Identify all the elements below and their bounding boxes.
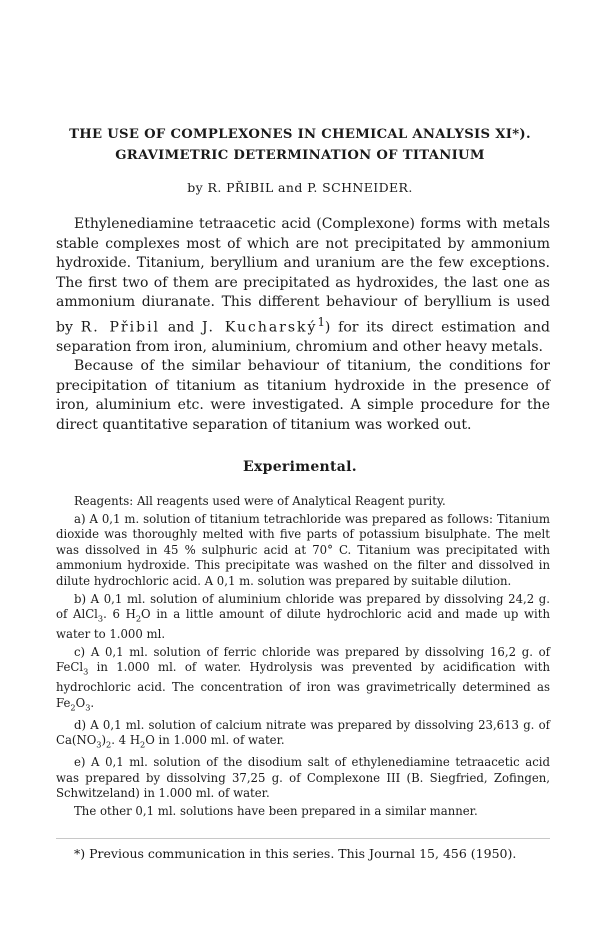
text: in 1.000 ml. of water. Hydrolysis was prevented by acidification with hydrochloric acid. The concentration of iron was gravimetrically determined as Fe	[56, 660, 550, 710]
subscript: 3	[97, 613, 104, 624]
reagents-paragraph: Reagents: All reagents used were of Analytical Reagent purity.	[74, 494, 446, 508]
section-heading-experimental: Experimental.	[243, 459, 357, 475]
author-line: by R. PŘIBIL and P. SCHNEIDER.	[187, 180, 413, 195]
author-ref-kucharsky: J. Kucharský	[202, 319, 318, 336]
text: d) A 0,1 ml. solution of calcium nitrate was prepared by dissolving 23,613 g. of Ca(NO	[56, 717, 550, 748]
subscript: 3	[83, 666, 89, 677]
subscript: 3	[96, 739, 102, 750]
author-ref-pribil: R. Přibil	[80, 319, 161, 336]
intro-paragraph-1	[56, 215, 550, 357]
footnote-divider	[56, 838, 550, 839]
text: )	[101, 733, 107, 748]
title-line-1: THE USE OF COMPLEXONES IN CHEMICAL ANALYSIS XI*).	[69, 127, 531, 142]
subscript: 3	[85, 702, 91, 713]
article-title	[40, 124, 560, 166]
reference-marker: 1	[317, 314, 325, 329]
reagent-e: e) A 0,1 ml. solution of the disodium salt of ethylenediamine tetraacetic acid was prepared by dissolving 37,25 g. of Complexone III (B. Siegfried, Zofingen, Schwitzeland) in 1.000 ml. of water.	[56, 755, 550, 801]
title-line-2: GRAVIMETRIC DETERMINATION OF TITANIUM	[115, 148, 485, 163]
subscript: 2	[106, 739, 112, 750]
subscript: 2	[135, 613, 142, 624]
text: . 6 H	[103, 607, 136, 622]
intro-text: and	[160, 319, 203, 336]
intro-text: Ethylenediamine tetraacetic acid (Complexone) forms with metals stable complexes most of which are not precipitated by ammonium hydroxide. Titanium, beryllium and uranium are the few exceptions. The first two of them are precipitated as hydroxides, the last one as ammonium diuranate. This different behaviour of beryllium is used by	[56, 216, 550, 336]
intro-paragraph-2: Because of the similar behaviour of titanium, the conditions for precipitation of titanium as titanium hydroxide in the presence of iron, aluminium etc. were investigated. A simple procedure for the direct quantitative separation of titanium was worked out.	[56, 358, 550, 433]
other-solutions-note: The other 0,1 ml. solutions have been prepared in a similar manner.	[74, 804, 478, 818]
experimental-section	[56, 494, 550, 820]
subscript: 2	[140, 739, 146, 750]
reagent-c	[56, 645, 550, 716]
text: O in 1.000 ml. of water.	[145, 733, 285, 748]
footnote: *) Previous communication in this series. This Journal 15, 456 (1950).	[74, 846, 517, 861]
text: .	[90, 695, 95, 710]
reagent-a: a) A 0,1 m. solution of titanium tetrachloride was prepared as follows: Titanium dioxide was thoroughly melted with five parts of potassium bisulphate. The melt was dissolved in 45 % sulphuric acid at 70° C. Titanium was precipitated with ammonium hydroxide. This precipitate was washed on the filter and dissolved in dilute hydrochloric acid. A 0,1 m. solution was prepared by suitable dilution.	[56, 511, 550, 588]
reagent-b	[56, 592, 550, 643]
text: O in a little amount of dilute hydrochloric acid and made up with water to 1.000 ml.	[56, 607, 551, 642]
introduction	[56, 215, 550, 435]
text: c) A 0,1 ml. solution of ferric chloride was prepared by dissolving 16,2 g. of FeCl	[56, 644, 550, 675]
text: . 4 H	[111, 733, 141, 748]
intro-text: ) for its direct estimation and separation from iron, aluminium, chromium and other heavy metals.	[56, 319, 551, 355]
reagent-d	[56, 718, 550, 754]
subscript: 2	[70, 702, 76, 713]
text: O	[75, 695, 86, 710]
text: b) A 0,1 ml. solution of aluminium chloride was prepared by dissolving 24,2 g. of AlCl	[56, 591, 550, 622]
